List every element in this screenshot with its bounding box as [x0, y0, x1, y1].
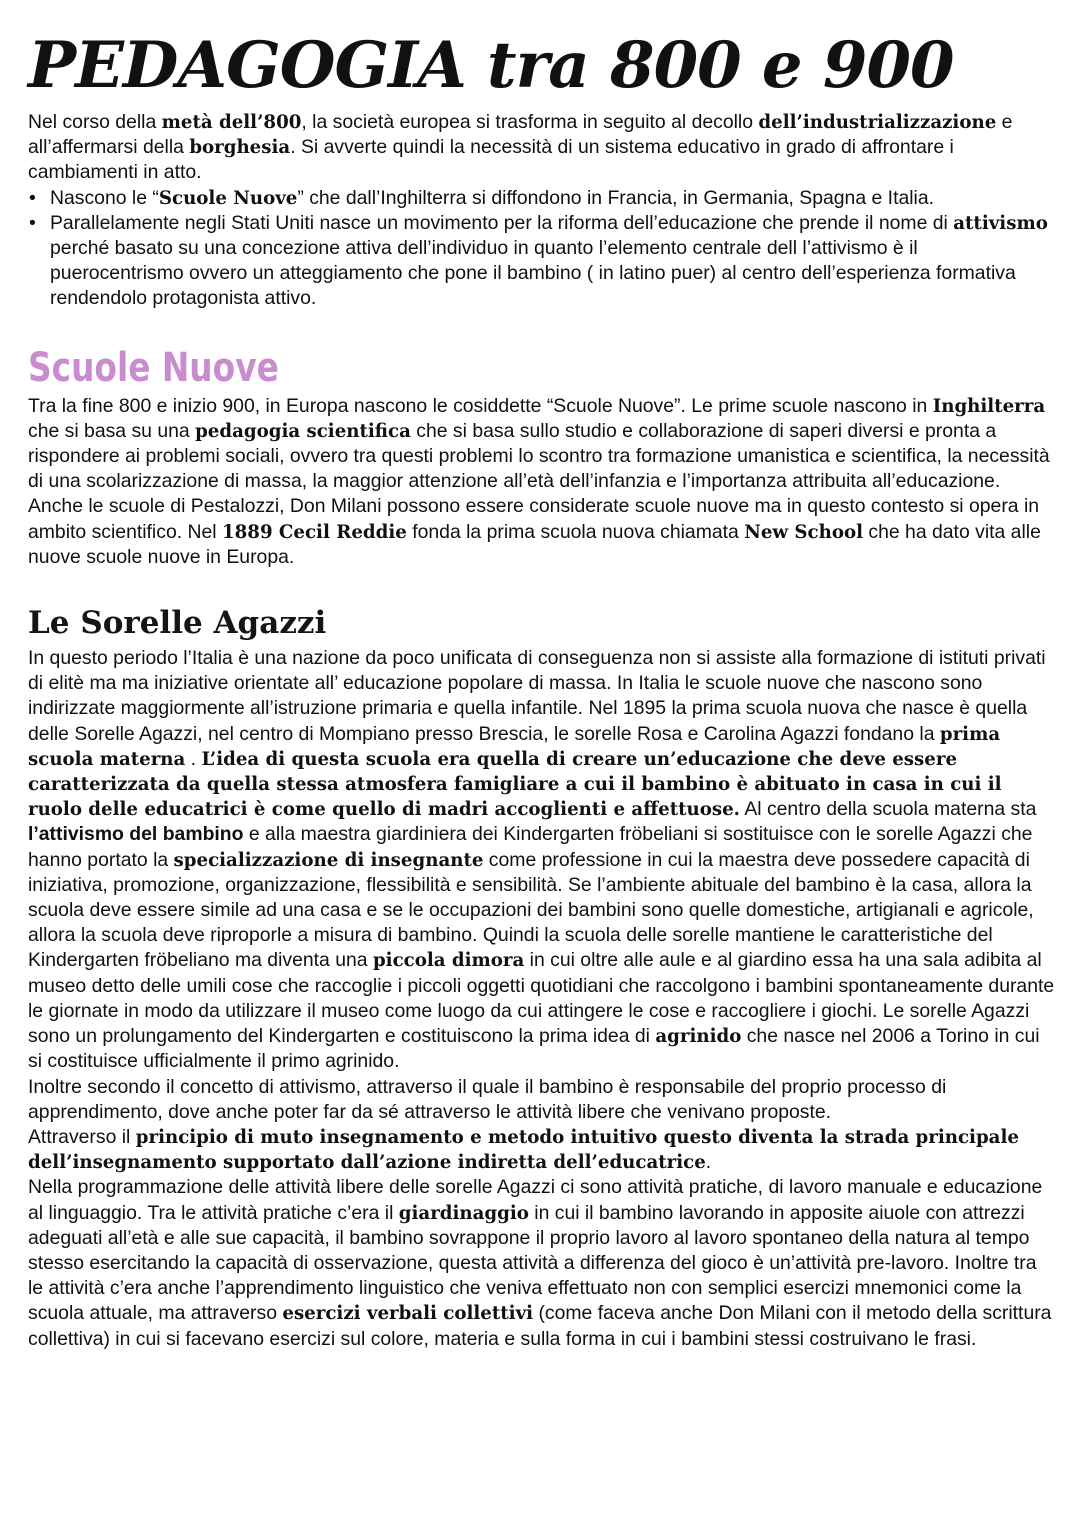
paragraph-text: (come faceva anche Don Milani con il metodo della scrittura collettiva) in cui si facevano esercizi sul colore, materia e sulla forma in cui i bambini stessi costruivano le frasi. [28, 1302, 1052, 1350]
paragraph-bold: principio di muto insegnamento e metodo intuitivo questo diventa la strada principale dell’insegnamento supportato dall’azione indiretta dell’educatrice [28, 1126, 1019, 1174]
paragraph-text: In questo periodo l’Italia è una nazione da poco unificata di conseguenza non si assiste alla formazione di istituti privati di elitè ma ma iniziative orientate all’ educazione popolare di massa. In Italia le scuole nuove che nascono sono indirizzate maggiormente all’istruzione primaria e quella infantile. Nel 1895 la prima scuola nuova che nasce è quella delle Sorelle Agazzi, nel centro di Mompiano presso Brescia, le sorelle Rosa e Carolina Agazzi fondano la [28, 647, 1046, 745]
list-item [28, 211, 1056, 312]
document-page [28, 22, 1056, 1352]
paragraph-text: Nella programmazione delle attività libere delle sorelle Agazzi ci sono attività pratiche, di lavoro manuale e educazione al linguaggio. Tra le attività pratiche c’era il [28, 1176, 1043, 1224]
scuole-nuove-paragraph [28, 394, 1056, 570]
paragraph-text: che si basa su una [28, 419, 196, 442]
intro-text: . Si avverte quindi la necessità di un sistema educativo in grado di affrontare i cambiamenti in atto. [28, 136, 954, 184]
paragraph-text: fonda la prima scuola nuova chiamata [406, 520, 745, 543]
paragraph-text: che nasce nel 2006 a Torino in cui si costituisce ufficialmente il primo agrinido. [28, 1025, 1040, 1073]
intro-bold: borghesia [189, 137, 291, 159]
paragraph-text: come professione in cui la maestra deve possedere capacità di iniziativa, promozione, organizzazione, flessibilità e sensibilità. Se l’ambiente abituale del bambino è la casa, allora la scuola deve essere simile ad una casa e se le occupazioni dei bambini sono quelle domestiche, artigianali e agricole, allora la scuola deve riproporle a misura di bambino. Quindi la scuola delle sorelle mantiene le caratteristiche del Kindergarten fröbeliano ma diventa una [28, 848, 1034, 972]
intro-text: , la società europea si trasforma in seguito al decollo [301, 111, 759, 133]
paragraph-bold: Inghilterra [932, 395, 1046, 417]
paragraph-bold: agrinido [655, 1026, 742, 1048]
agazzi-paragraph-1 [28, 646, 1056, 1074]
paragraph-bold: specializzazione di insegnante [173, 849, 484, 871]
paragraph-bold: New School [744, 521, 863, 543]
bullet-text: Nascono le “ [50, 186, 159, 209]
paragraph-bold: giardinaggio [398, 1202, 529, 1224]
paragraph-text: che ha dato vita alle nuove scuole nuove in Europa. [28, 520, 1041, 568]
bullet-list [28, 186, 1056, 312]
paragraph-text: . [705, 1151, 712, 1174]
intro-bold: dell’industrializzazione [758, 112, 997, 133]
bullet-text: ” che dall’Inghilterra si diffondono in Francia, in Germania, Spagna e Italia. [297, 186, 935, 209]
paragraph-bold: 1889 Cecil Reddie [221, 521, 407, 543]
paragraph-bold: esercizi verbali collettivi [282, 1303, 534, 1325]
paragraph-bold: l’attivismo del bambino [28, 823, 244, 846]
paragraph-text: Tra la fine 800 e inizio 900, in Europa nascono le cosiddette “Scuole Nuove”. Le prime scuole nascono in [28, 394, 933, 417]
intro-paragraph [28, 110, 1056, 186]
bullet-bold: Scuole Nuove [158, 187, 298, 209]
list-item [28, 186, 1056, 211]
paragraph-text: Attraverso il [28, 1125, 136, 1148]
bullet-icon: • [29, 186, 36, 209]
agazzi-paragraph-3 [28, 1125, 1056, 1175]
intro-text: Nel corso della [28, 111, 162, 133]
agazzi-paragraph-2: Inoltre secondo il concetto di attivismo, attraverso il quale il bambino è responsabile del proprio processo di apprendimento, dove anche poter far da sé attraverso le attività libere che venivano proposte. [28, 1075, 947, 1123]
section-heading-sorelle-agazzi: Le Sorelle Agazzi [28, 605, 327, 642]
page-title: PEDAGOGIA tra 800 e 900 [28, 28, 954, 103]
bullet-bold: attivismo [953, 212, 1048, 234]
paragraph-bold: piccola dimora [372, 950, 525, 972]
intro-text: e all’affermarsi della [28, 111, 1013, 159]
paragraph-bold: prima scuola materna [28, 723, 1001, 770]
paragraph-text: in cui il bambino lavorando in apposite aiuole con attrezzi adeguati all’età e alle sue capacità, il bambino sovrappone il proprio lavoro al lavoro spontaneo della natura al tempo stesso esercitando la capacità di osservazione, questa attività a differenza del gioco è un’attività pre-lavoro. Inoltre tra le attività c’era anche l’apprendimento linguistico che veniva effettuato non con semplici esercizi mnemonici come la scuola attuale, ma attraverso [28, 1201, 1037, 1325]
paragraph-bold: pedagogia scientifica [195, 420, 411, 442]
section-heading-scuole-nuove: Scuole Nuove [28, 344, 279, 391]
paragraph-text: . [185, 747, 202, 770]
paragraph-text: che si basa sullo studio e collaborazione di saperi diversi e pronta a rispondere ai problemi sociali, ovvero tra questi problemi lo scontro tra formazione umanistica e scientifica, la necessità di una scolarizzazione di massa, la maggior attenzione all’età dell’infanzia e l’importanza attribuita all’educazione. Anche le scuole di Pestalozzi, Don Milani possono essere considerate scuole nuove ma in questo contesto si opera in ambito scientifico. Nel [28, 419, 1050, 543]
paragraph-text: e alla maestra giardiniera dei Kindergarten fröbeliani si sostituisce con le sorelle Agazzi che hanno portato la [28, 823, 1033, 871]
agazzi-paragraph-4 [28, 1175, 1056, 1351]
paragraph-text: in cui oltre alle aule e al giardino essa ha una sala adibita al museo detto delle umili cose che raccoglie i piccoli oggetti quotidiani che raccolgono i bambini spontaneamente durante le giornate in modo da utilizzare il museo come luogo da cui attingere le cose e raccogliere i giochi. Le sorelle Agazzi sono un prolungamento del Kindergarten e costituiscono la prima idea di [28, 949, 1055, 1048]
paragraph-bold: L’idea di questa scuola era quella di creare un’educazione che deve essere caratterizzata da quella stessa atmosfera famigliare a cui il bambino è abituato in casa in cui il ruolo delle educatrici è come quello di madri accoglienti e affettuose. [28, 748, 1002, 821]
bullet-text: perché basato su una concezione attiva dell’individuo in quanto l’elemento centrale dell l’attivismo è il puerocentrismo ovvero un atteggiamento che pone il bambino ( in latino puer) al centro dell’esperienza formativa rendendolo protagonista attivo. [50, 237, 1016, 310]
intro-bold: metà dell’800 [161, 112, 302, 133]
paragraph-text: Al centro della scuola materna sta [740, 798, 1037, 821]
bullet-icon: • [29, 211, 36, 234]
bullet-text: Parallelamente negli Stati Uniti nasce un movimento per la riforma dell’educazione che prende il nome di [50, 211, 954, 234]
